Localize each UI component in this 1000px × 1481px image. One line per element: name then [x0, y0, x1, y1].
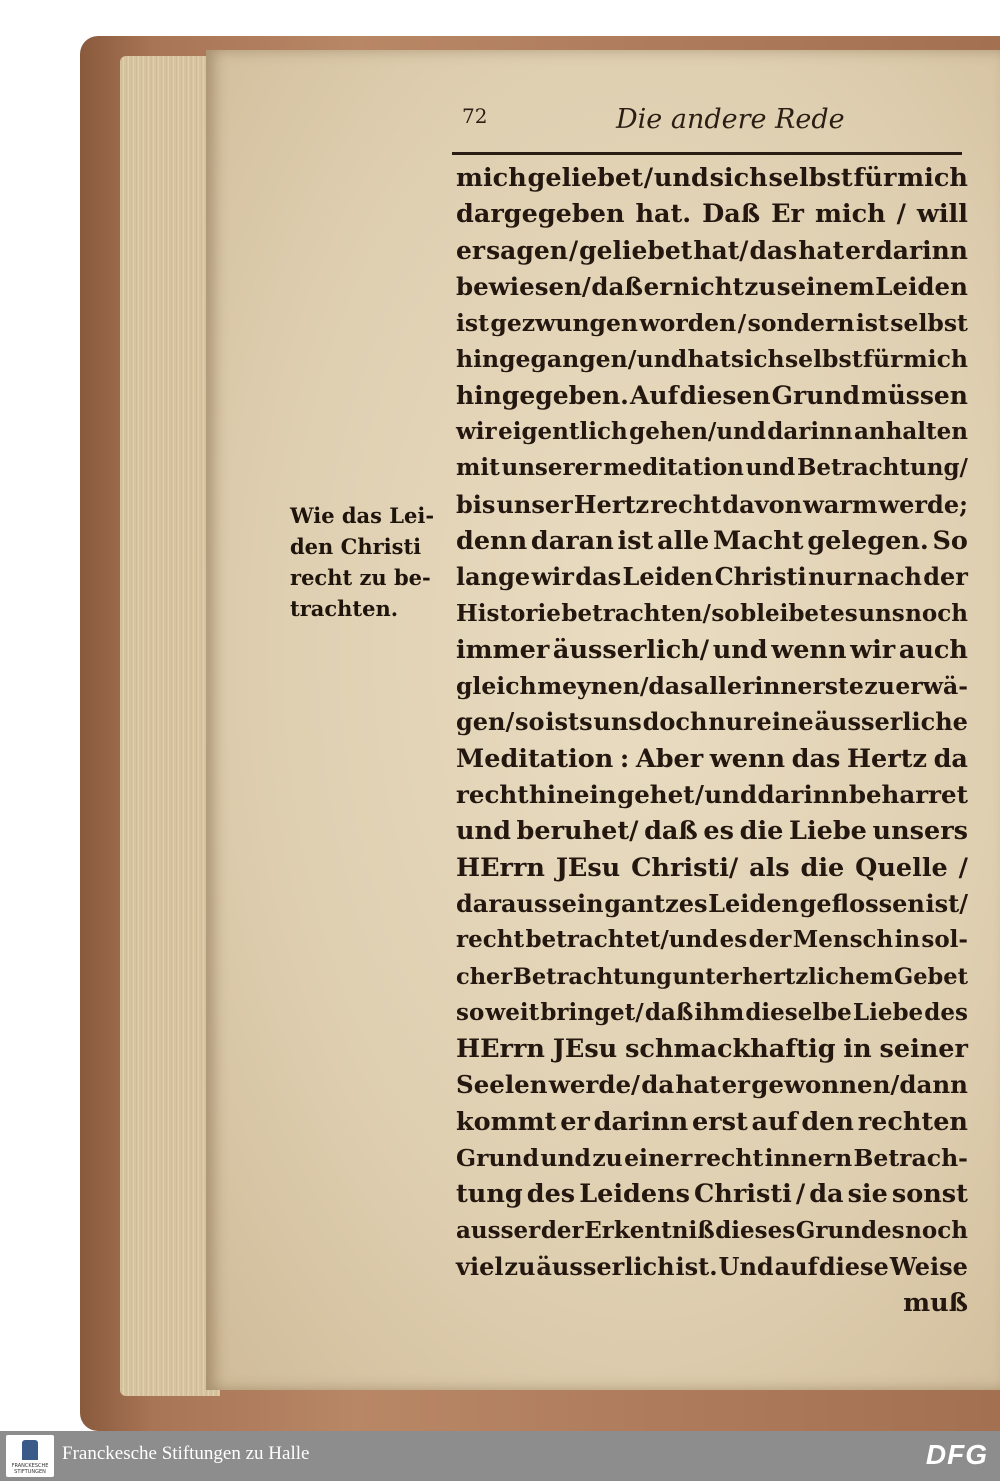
text-line: immer äusserlich/ und wenn wir auch [456, 634, 968, 665]
header-rule [452, 152, 962, 155]
marginal-note [290, 500, 440, 624]
text-line: bewiesen/ daß er nicht zu seinem Leiden [456, 271, 968, 301]
text-line: er sagen / geliebet hat/ das hat er darinn [456, 235, 968, 265]
text-line: Historie betrachten/ so bleibet es uns noch [456, 599, 968, 627]
text-line: daraus sein gantzes Leiden geflossen ist/ [456, 888, 968, 918]
text-line: Meditation : Aber wenn das Hertz da [456, 743, 968, 774]
running-title: Die andere Rede [616, 104, 845, 135]
text-line: bis unser Hertz recht davon warm werde; [456, 489, 968, 519]
catchword: muß [903, 1288, 968, 1319]
text-line: so weit bringet/ daß ihm dieselbe Liebe des [456, 998, 968, 1026]
text-line: Seelen werde/ da hat er gewonnen/dann [456, 1070, 968, 1100]
text-line: HErrn JEsu schmackhaftig in seiner [456, 1034, 968, 1065]
page-header [456, 102, 966, 142]
text-line: denn daran ist alle Macht gelegen. So [456, 525, 968, 556]
text-line: Grund und zu einer recht innern Betrach- [456, 1144, 968, 1173]
dfg-logo[interactable]: DFG [925, 1439, 988, 1470]
marginal-line: den Christi [290, 534, 422, 559]
institution-logo[interactable] [6, 1435, 54, 1477]
page-edges [120, 56, 220, 1396]
text-line: gleich meynen/das allerinnerste zu erwä- [456, 672, 968, 701]
text-line: gen/ so ists uns doch nur eine äusserliche [456, 707, 968, 737]
page-number: 72 [462, 104, 488, 128]
footer-bar [0, 1431, 1000, 1481]
text-line: mit unserer meditation und Betrachtung/ [456, 454, 968, 482]
text-line: ist gezwungen worden / sondern ist selbst [456, 309, 968, 338]
marginal-line: Wie das Lei- [290, 503, 435, 528]
text-line: cher Betrachtung unter hertzlichem Gebet [456, 963, 968, 990]
marginal-line: trachten. [290, 596, 399, 621]
text-line: lange wir das Leiden Christi nur nach der [456, 562, 968, 592]
building-icon [22, 1440, 38, 1460]
text-line: tung des Leidens Christi / da sie sonst [456, 1179, 968, 1210]
text-line: recht hinein gehet / und darinn beharret [456, 780, 968, 810]
text-line: mich geliebet / und sich selbst für mich [456, 163, 968, 193]
logo-text: FRANCKESCHE STIFTUNGEN [11, 1463, 49, 1475]
text-line: dargegeben hat. Daß Er mich / will [456, 199, 968, 230]
text-line: hingegangen/ und hat sich selbst für mich [456, 345, 968, 374]
text-line: recht betrachtet/und es der Mensch in sol- [456, 926, 968, 954]
text-line: ausser der Erkentniß dieses Grundes noch [456, 1216, 968, 1244]
institution-name[interactable]: Franckesche Stiftungen zu Halle [62, 1443, 310, 1464]
text-line: hingegeben. Auf diesen Grund müssen [456, 380, 968, 410]
text-line: HErrn JEsu Christi/ als die Quelle / [456, 852, 968, 883]
text-line: wir eigentlich gehen/und darinn anhalten [456, 418, 968, 446]
marginal-line: recht zu be- [290, 565, 431, 590]
body-text [456, 160, 968, 1322]
text-line: kommt er darinn erst auf den rechten [456, 1106, 968, 1137]
text-line: und beruhet/ daß es die Liebe unsers [456, 816, 968, 847]
text-line: viel zu äusserlich ist. Und auf diese Weise [456, 1251, 968, 1281]
